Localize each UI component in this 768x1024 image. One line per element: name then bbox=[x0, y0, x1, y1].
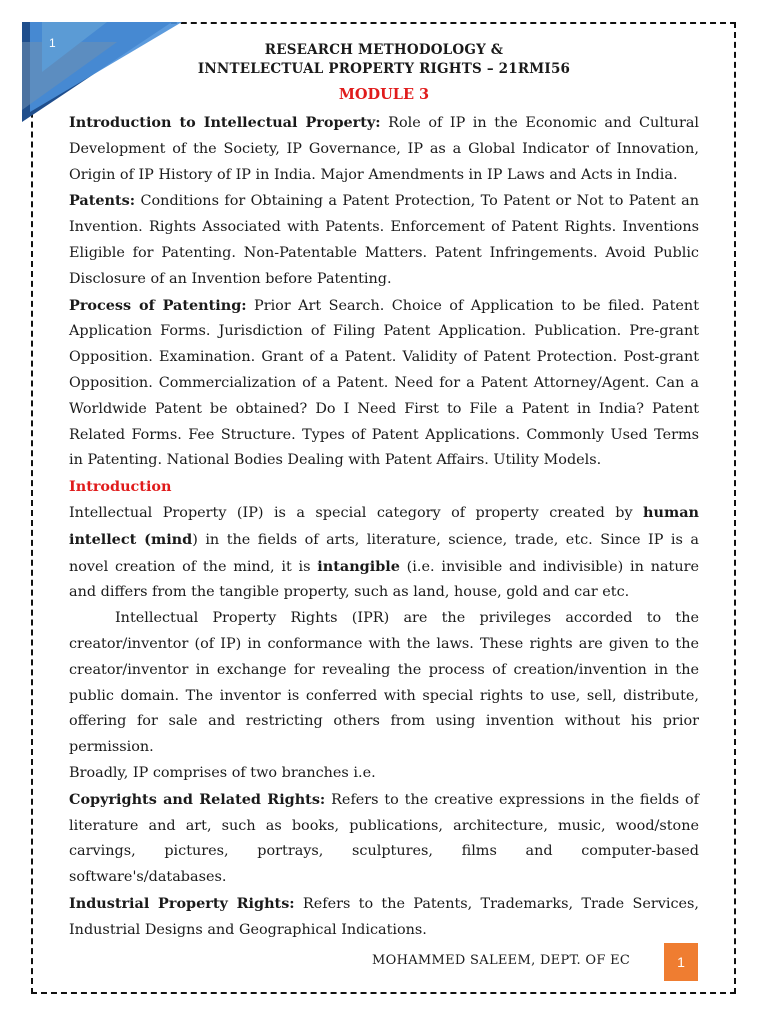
syllabus-process-text: Prior Art Search. Choice of Application to be filed. Patent Application Forms. Jurisdiction of Filing Patent Application. Publication. Pre-grant Opposition. Examination. Grant of a Patent. Validity of Patent Protection. Post-grant Opposition. Commercialization of a Patent. Need for a Patent Attorney/Agent. Can a Worldwide Patent be obtained? Do I Need First to File a Patent in India? Patent Related Forms. Fee Structure. Types of Patent Applications. Commonly Used Terms in Patenting. National Bodies Dealing with Patent Affairs. Utility Models. bbox=[69, 297, 699, 469]
page-number-badge: 1 bbox=[664, 943, 698, 981]
syllabus-intro-title: Introduction to Intellectual Property: bbox=[69, 114, 381, 131]
corner-page-number: 1 bbox=[49, 36, 56, 50]
intro-p1-part3: (i.e. invisible and indivisible) in nature and differs from the tangible property, such as land, house, gold and car etc. bbox=[69, 558, 699, 601]
copyrights-title: Copyrights and Related Rights: bbox=[69, 790, 326, 808]
intro-p1-bold1: human intellect (mind bbox=[69, 503, 699, 548]
introduction-heading: Introduction bbox=[69, 478, 172, 496]
intro-p1-bold2: intangible bbox=[317, 557, 400, 575]
industrial-property-title: Industrial Property Rights: bbox=[69, 894, 295, 912]
syllabus-process bbox=[69, 293, 699, 475]
module-title: MODULE 3 bbox=[338, 86, 430, 103]
footer-author: MOHAMMED SALEEM, DEPT. OF EC bbox=[372, 953, 631, 968]
course-title: RESEARCH METHODOLOGY & bbox=[264, 42, 504, 58]
copyrights-paragraph bbox=[69, 787, 699, 891]
intro-paragraph-1 bbox=[69, 500, 699, 606]
syllabus-patents-title: Patents: bbox=[69, 192, 136, 210]
copyrights-text: Refers to the creative expressions in the fields of literature and art, such as books, publications, architecture, music, wood/stone carvings, pictures, portrays, sculptures, films and computer-based software's/databases. bbox=[69, 791, 699, 886]
intro-paragraph-3: Broadly, IP comprises of two branches i.e. bbox=[69, 764, 376, 781]
course-subtitle: INNTELECTUAL PROPERTY RIGHTS – 21RMI56 bbox=[197, 61, 571, 77]
intro-paragraph-2: Intellectual Property Rights (IPR) are the privileges accorded to the creator/inventor (of IP) in conformance with the laws. These rights are given to the creator/inventor in exchange for revealing the process of creation/invention in the public domain. The inventor is conferred with special rights to use, sell, distribute, offering for sale and restricting others from using invention without his prior permission. bbox=[69, 610, 699, 756]
intro-p1-part1: Intellectual Property (IP) is a special category of property created by bbox=[69, 504, 644, 521]
syllabus-process-title: Process of Patenting: bbox=[69, 296, 247, 314]
syllabus-intro-text: Role of IP in the Economic and Cultural Development of the Society, IP Governance, IP as a Global Indicator of Innovation, Origin of IP History of IP in India. Major Amendments in IP Laws and Acts in India. bbox=[69, 115, 699, 183]
intro-p1-part2: ) in the fields of arts, literature, science, trade, etc. Since IP is a novel creation of the mind, it is bbox=[69, 531, 699, 575]
industrial-property-paragraph bbox=[69, 891, 699, 944]
syllabus-intro bbox=[69, 110, 699, 188]
document-body bbox=[69, 110, 699, 944]
syllabus-patents bbox=[69, 188, 699, 292]
industrial-property-text: Refers to the Patents, Trademarks, Trade Services, Industrial Designs and Geographical Indications. bbox=[69, 895, 699, 938]
syllabus-patents-text: Conditions for Obtaining a Patent Protection, To Patent or Not to Patent an Invention. Rights Associated with Patents. Enforcement of Patent Rights. Inventions Eligible for Patenting. Non-Patentable Matters. Patent Infringements. Avoid Public Disclosure of an Invention before Patenting. bbox=[69, 193, 699, 287]
